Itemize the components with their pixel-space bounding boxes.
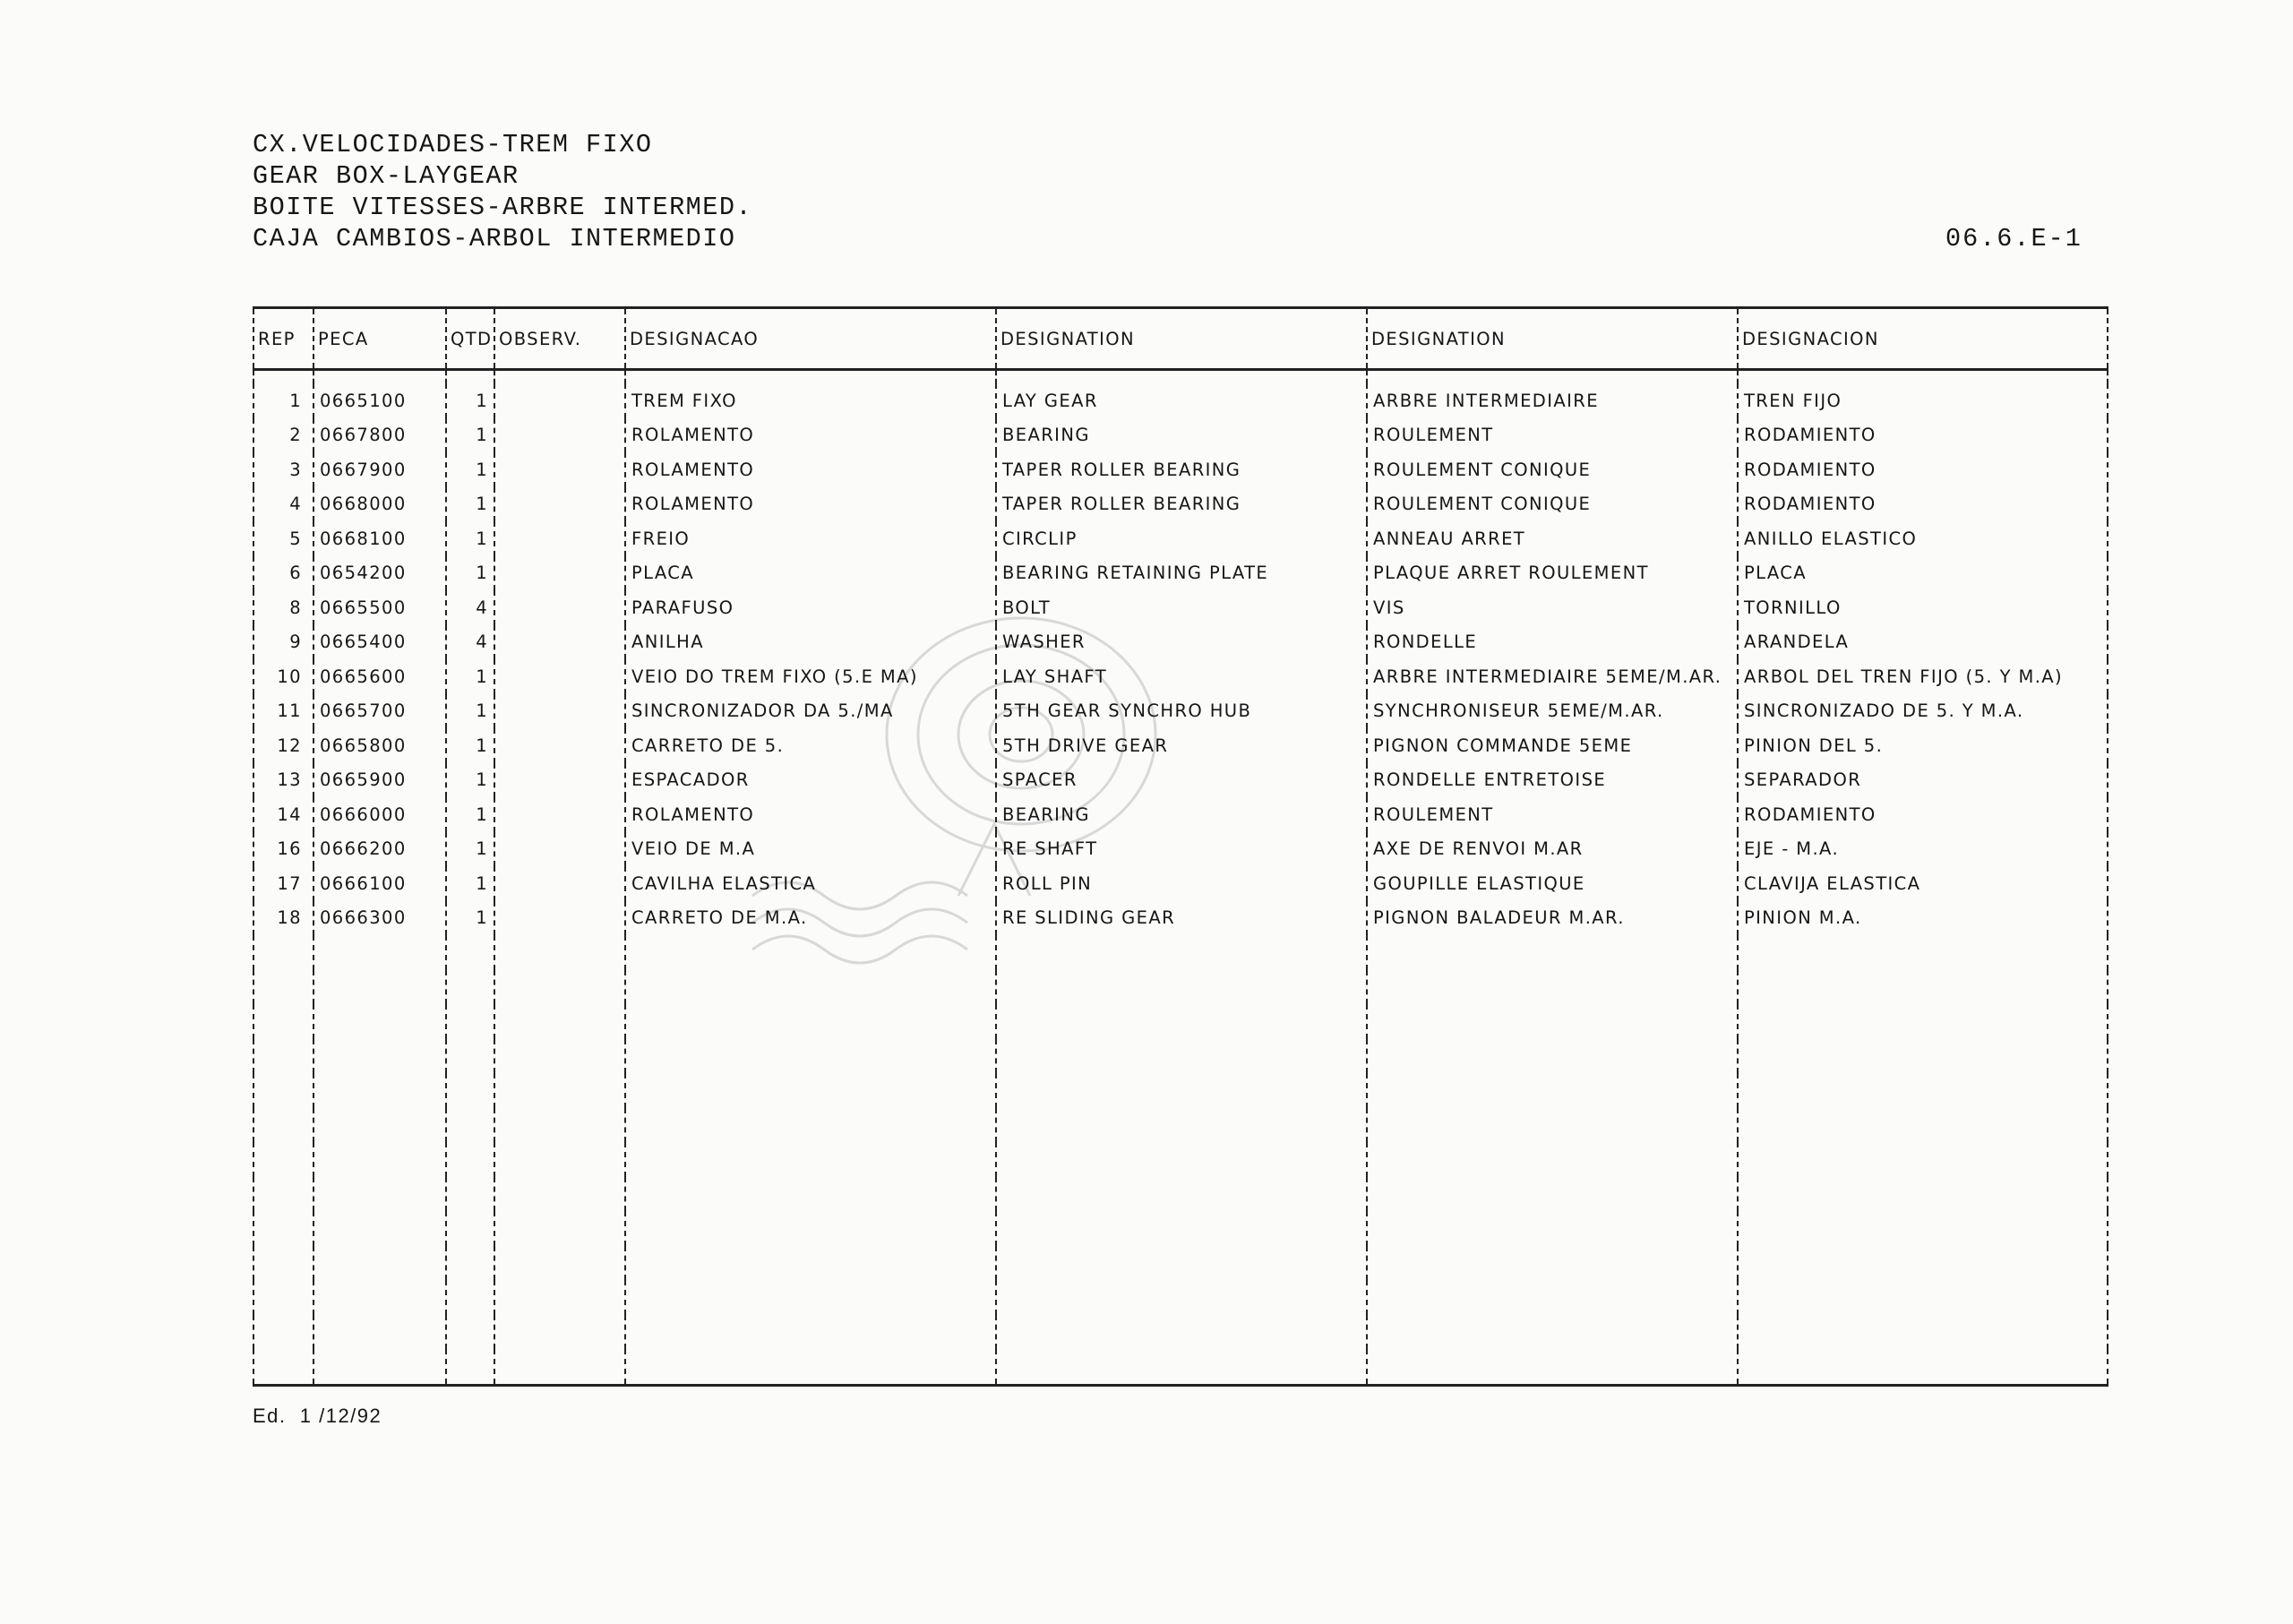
empty-cell bbox=[446, 1349, 494, 1386]
empty-cell bbox=[253, 1039, 313, 1074]
empty-cell bbox=[1738, 1246, 2108, 1281]
parts-table bbox=[253, 306, 2108, 1387]
empty-row bbox=[253, 1073, 2108, 1108]
cell-observ bbox=[494, 625, 625, 660]
empty-cell bbox=[494, 1004, 625, 1039]
empty-cell bbox=[1738, 1108, 2108, 1143]
empty-cell bbox=[313, 1246, 446, 1281]
table-row bbox=[253, 763, 2108, 798]
empty-cell bbox=[253, 1142, 313, 1177]
empty-cell bbox=[625, 1177, 996, 1212]
cell-en: BEARING bbox=[996, 418, 1367, 453]
cell-en: SPACER bbox=[996, 763, 1367, 798]
empty-cell bbox=[313, 935, 446, 970]
empty-cell bbox=[253, 1246, 313, 1281]
cell-qtd: 1 bbox=[446, 832, 494, 867]
empty-cell bbox=[625, 1073, 996, 1108]
header-designacao: DESIGNACAO bbox=[625, 308, 996, 370]
empty-cell bbox=[996, 1315, 1367, 1350]
empty-cell bbox=[1367, 1177, 1738, 1212]
cell-es: ARANDELA bbox=[1738, 625, 2108, 660]
cell-rep: 4 bbox=[253, 487, 313, 522]
title-line-pt: CX.VELOCIDADES-TREM FIXO bbox=[253, 130, 653, 159]
header-rep: REP bbox=[253, 308, 313, 370]
empty-cell bbox=[446, 1177, 494, 1212]
empty-row bbox=[253, 1246, 2108, 1281]
cell-rep: 11 bbox=[253, 694, 313, 729]
empty-cell bbox=[494, 1177, 625, 1212]
empty-cell bbox=[446, 1039, 494, 1074]
cell-observ bbox=[494, 832, 625, 867]
cell-fr: VIS bbox=[1367, 590, 1738, 625]
empty-cell bbox=[494, 1349, 625, 1386]
title-line-es: CAJA CAMBIOS-ARBOL INTERMEDIO bbox=[253, 224, 736, 253]
empty-cell bbox=[494, 1315, 625, 1350]
empty-cell bbox=[625, 1246, 996, 1281]
table-row bbox=[253, 728, 2108, 763]
cell-peca: 0654200 bbox=[313, 556, 446, 591]
cell-es: RODAMIENTO bbox=[1738, 418, 2108, 453]
cell-rep: 14 bbox=[253, 797, 313, 832]
empty-cell bbox=[446, 1211, 494, 1246]
cell-en: TAPER ROLLER BEARING bbox=[996, 487, 1367, 522]
empty-cell bbox=[996, 935, 1367, 970]
empty-cell bbox=[494, 1073, 625, 1108]
cell-observ bbox=[494, 763, 625, 798]
edition-date: Ed. 1 /12/92 bbox=[253, 1405, 382, 1427]
header-observ: OBSERV. bbox=[494, 308, 625, 370]
table-row bbox=[253, 797, 2108, 832]
cell-pt: CARRETO DE 5. bbox=[625, 728, 996, 763]
table-row bbox=[253, 556, 2108, 591]
cell-observ bbox=[494, 521, 625, 556]
cell-rep: 1 bbox=[253, 383, 313, 418]
cell-peca: 0665500 bbox=[313, 590, 446, 625]
empty-row bbox=[253, 1177, 2108, 1212]
cell-es: ARBOL DEL TREN FIJO (5. Y M.A) bbox=[1738, 659, 2108, 694]
empty-cell bbox=[996, 1280, 1367, 1315]
cell-es: RODAMIENTO bbox=[1738, 452, 2108, 487]
cell-en: 5TH DRIVE GEAR bbox=[996, 728, 1367, 763]
table-row bbox=[253, 901, 2108, 936]
cell-peca: 0666100 bbox=[313, 866, 446, 901]
cell-pt: VEIO DO TREM FIXO (5.E MA) bbox=[625, 659, 996, 694]
empty-cell bbox=[494, 1280, 625, 1315]
cell-pt: ROLAMENTO bbox=[625, 452, 996, 487]
empty-cell bbox=[625, 935, 996, 970]
empty-cell bbox=[253, 1177, 313, 1212]
cell-fr: RONDELLE bbox=[1367, 625, 1738, 660]
empty-cell bbox=[996, 1004, 1367, 1039]
cell-es: ANILLO ELASTICO bbox=[1738, 521, 2108, 556]
empty-cell bbox=[625, 1315, 996, 1350]
table-row bbox=[253, 625, 2108, 660]
empty-cell bbox=[446, 970, 494, 1005]
cell-fr: RONDELLE ENTRETOISE bbox=[1367, 763, 1738, 798]
table-row bbox=[253, 383, 2108, 418]
cell-es: PLACA bbox=[1738, 556, 2108, 591]
empty-cell bbox=[313, 1177, 446, 1212]
cell-pt: ROLAMENTO bbox=[625, 797, 996, 832]
cell-rep: 10 bbox=[253, 659, 313, 694]
empty-cell bbox=[996, 1142, 1367, 1177]
empty-cell bbox=[313, 1280, 446, 1315]
cell-en: BEARING bbox=[996, 797, 1367, 832]
empty-cell bbox=[494, 1246, 625, 1281]
empty-cell bbox=[1367, 1280, 1738, 1315]
cell-pt: FREIO bbox=[625, 521, 996, 556]
empty-cell bbox=[253, 970, 313, 1005]
cell-observ bbox=[494, 797, 625, 832]
empty-cell bbox=[625, 970, 996, 1005]
empty-cell bbox=[313, 970, 446, 1005]
cell-qtd: 1 bbox=[446, 487, 494, 522]
cell-observ bbox=[494, 383, 625, 418]
empty-cell bbox=[446, 1280, 494, 1315]
empty-cell bbox=[1738, 1349, 2108, 1386]
cell-observ bbox=[494, 556, 625, 591]
empty-cell bbox=[494, 1142, 625, 1177]
cell-peca: 0665800 bbox=[313, 728, 446, 763]
cell-es: TORNILLO bbox=[1738, 590, 2108, 625]
empty-cell bbox=[1738, 1315, 2108, 1350]
empty-cell bbox=[625, 1349, 996, 1386]
cell-es: EJE - M.A. bbox=[1738, 832, 2108, 867]
cell-observ bbox=[494, 866, 625, 901]
cell-en: ROLL PIN bbox=[996, 866, 1367, 901]
empty-cell bbox=[494, 1211, 625, 1246]
cell-observ bbox=[494, 590, 625, 625]
cell-es: SINCRONIZADO DE 5. Y M.A. bbox=[1738, 694, 2108, 729]
cell-en: WASHER bbox=[996, 625, 1367, 660]
cell-en: TAPER ROLLER BEARING bbox=[996, 452, 1367, 487]
empty-cell bbox=[996, 1073, 1367, 1108]
empty-row bbox=[253, 1142, 2108, 1177]
document-title bbox=[253, 129, 752, 254]
empty-cell bbox=[1367, 1108, 1738, 1143]
cell-fr: ANNEAU ARRET bbox=[1367, 521, 1738, 556]
cell-qtd: 1 bbox=[446, 452, 494, 487]
empty-cell bbox=[446, 1246, 494, 1281]
parts-table-body bbox=[253, 383, 2108, 1386]
empty-cell bbox=[996, 1349, 1367, 1386]
cell-peca: 0666000 bbox=[313, 797, 446, 832]
cell-en: RE SLIDING GEAR bbox=[996, 901, 1367, 936]
cell-peca: 0665600 bbox=[313, 659, 446, 694]
cell-rep: 16 bbox=[253, 832, 313, 867]
cell-pt: SINCRONIZADOR DA 5./MA bbox=[625, 694, 996, 729]
cell-en: LAY SHAFT bbox=[996, 659, 1367, 694]
cell-rep: 3 bbox=[253, 452, 313, 487]
cell-pt: ESPACADOR bbox=[625, 763, 996, 798]
cell-en: CIRCLIP bbox=[996, 521, 1367, 556]
cell-fr: PLAQUE ARRET ROULEMENT bbox=[1367, 556, 1738, 591]
empty-cell bbox=[1738, 1142, 2108, 1177]
empty-cell bbox=[446, 1315, 494, 1350]
empty-cell bbox=[446, 1004, 494, 1039]
empty-cell bbox=[1738, 1211, 2108, 1246]
cell-en: RE SHAFT bbox=[996, 832, 1367, 867]
cell-rep: 18 bbox=[253, 901, 313, 936]
empty-cell bbox=[1738, 935, 2108, 970]
table-row bbox=[253, 832, 2108, 867]
header-designation-en: DESIGNATION bbox=[996, 308, 1367, 370]
empty-cell bbox=[253, 1349, 313, 1386]
empty-cell bbox=[996, 970, 1367, 1005]
cell-pt: PARAFUSO bbox=[625, 590, 996, 625]
cell-rep: 6 bbox=[253, 556, 313, 591]
cell-fr: ARBRE INTERMEDIAIRE bbox=[1367, 383, 1738, 418]
empty-cell bbox=[625, 1004, 996, 1039]
cell-pt: CARRETO DE M.A. bbox=[625, 901, 996, 936]
cell-es: RODAMIENTO bbox=[1738, 487, 2108, 522]
empty-cell bbox=[253, 1315, 313, 1350]
table-header-row bbox=[253, 308, 2108, 370]
cell-pt: TREM FIXO bbox=[625, 383, 996, 418]
cell-observ bbox=[494, 452, 625, 487]
cell-en: LAY GEAR bbox=[996, 383, 1367, 418]
empty-cell bbox=[1367, 1142, 1738, 1177]
cell-fr: ROULEMENT bbox=[1367, 797, 1738, 832]
cell-pt: ROLAMENTO bbox=[625, 487, 996, 522]
empty-cell bbox=[625, 1211, 996, 1246]
empty-cell bbox=[1367, 970, 1738, 1005]
cell-es: PINION M.A. bbox=[1738, 901, 2108, 936]
cell-es: SEPARADOR bbox=[1738, 763, 2108, 798]
empty-cell bbox=[625, 1280, 996, 1315]
cell-qtd: 1 bbox=[446, 763, 494, 798]
empty-cell bbox=[446, 1073, 494, 1108]
cell-observ bbox=[494, 418, 625, 453]
empty-cell bbox=[494, 1108, 625, 1143]
empty-cell bbox=[494, 970, 625, 1005]
empty-cell bbox=[1367, 935, 1738, 970]
cell-qtd: 1 bbox=[446, 797, 494, 832]
cell-qtd: 1 bbox=[446, 694, 494, 729]
empty-cell bbox=[625, 1142, 996, 1177]
cell-fr: GOUPILLE ELASTIQUE bbox=[1367, 866, 1738, 901]
cell-peca: 0665700 bbox=[313, 694, 446, 729]
cell-peca: 0665400 bbox=[313, 625, 446, 660]
empty-cell bbox=[1367, 1211, 1738, 1246]
empty-cell bbox=[253, 1211, 313, 1246]
empty-cell bbox=[253, 1073, 313, 1108]
empty-row bbox=[253, 1108, 2108, 1143]
cell-en: BEARING RETAINING PLATE bbox=[996, 556, 1367, 591]
header-designacion: DESIGNACION bbox=[1738, 308, 2108, 370]
empty-cell bbox=[313, 1073, 446, 1108]
cell-qtd: 1 bbox=[446, 901, 494, 936]
empty-cell bbox=[313, 1211, 446, 1246]
empty-cell bbox=[253, 1004, 313, 1039]
empty-cell bbox=[1738, 1177, 2108, 1212]
cell-qtd: 1 bbox=[446, 418, 494, 453]
cell-peca: 0668000 bbox=[313, 487, 446, 522]
cell-fr: ARBRE INTERMEDIAIRE 5EME/M.AR. bbox=[1367, 659, 1738, 694]
empty-row bbox=[253, 1349, 2108, 1386]
cell-rep: 8 bbox=[253, 590, 313, 625]
cell-fr: PIGNON BALADEUR M.AR. bbox=[1367, 901, 1738, 936]
cell-peca: 0667900 bbox=[313, 452, 446, 487]
cell-es: CLAVIJA ELASTICA bbox=[1738, 866, 2108, 901]
cell-qtd: 1 bbox=[446, 728, 494, 763]
cell-rep: 2 bbox=[253, 418, 313, 453]
empty-cell bbox=[446, 1142, 494, 1177]
table-row bbox=[253, 590, 2108, 625]
empty-cell bbox=[313, 1315, 446, 1350]
cell-qtd: 1 bbox=[446, 521, 494, 556]
cell-rep: 12 bbox=[253, 728, 313, 763]
cell-fr: ROULEMENT CONIQUE bbox=[1367, 452, 1738, 487]
empty-cell bbox=[1367, 1004, 1738, 1039]
empty-cell bbox=[996, 1177, 1367, 1212]
cell-fr: SYNCHRONISEUR 5EME/M.AR. bbox=[1367, 694, 1738, 729]
empty-cell bbox=[996, 1211, 1367, 1246]
cell-qtd: 1 bbox=[446, 866, 494, 901]
cell-fr: ROULEMENT CONIQUE bbox=[1367, 487, 1738, 522]
header-designation-fr: DESIGNATION bbox=[1367, 308, 1738, 370]
table-row bbox=[253, 418, 2108, 453]
cell-observ bbox=[494, 901, 625, 936]
empty-cell bbox=[996, 1246, 1367, 1281]
empty-cell bbox=[1367, 1349, 1738, 1386]
empty-cell bbox=[996, 1108, 1367, 1143]
cell-pt: VEIO DE M.A bbox=[625, 832, 996, 867]
empty-cell bbox=[1367, 1315, 1738, 1350]
cell-rep: 5 bbox=[253, 521, 313, 556]
title-line-en: GEAR BOX-LAYGEAR bbox=[253, 161, 520, 191]
empty-cell bbox=[253, 935, 313, 970]
header-peca: PECA bbox=[313, 308, 446, 370]
empty-row bbox=[253, 1039, 2108, 1074]
empty-cell bbox=[1367, 1073, 1738, 1108]
cell-peca: 0666300 bbox=[313, 901, 446, 936]
cell-qtd: 1 bbox=[446, 383, 494, 418]
cell-es: PINION DEL 5. bbox=[1738, 728, 2108, 763]
cell-rep: 9 bbox=[253, 625, 313, 660]
empty-cell bbox=[446, 1108, 494, 1143]
cell-pt: ROLAMENTO bbox=[625, 418, 996, 453]
title-line-fr: BOITE VITESSES-ARBRE INTERMED. bbox=[253, 193, 753, 222]
cell-rep: 17 bbox=[253, 866, 313, 901]
empty-cell bbox=[1738, 970, 2108, 1005]
cell-observ bbox=[494, 728, 625, 763]
table-row bbox=[253, 694, 2108, 729]
cell-rep: 13 bbox=[253, 763, 313, 798]
table-row bbox=[253, 521, 2108, 556]
empty-cell bbox=[446, 935, 494, 970]
empty-row bbox=[253, 1315, 2108, 1350]
cell-peca: 0665900 bbox=[313, 763, 446, 798]
cell-en: BOLT bbox=[996, 590, 1367, 625]
cell-qtd: 1 bbox=[446, 556, 494, 591]
cell-qtd: 4 bbox=[446, 625, 494, 660]
cell-pt: ANILHA bbox=[625, 625, 996, 660]
cell-pt: CAVILHA ELASTICA bbox=[625, 866, 996, 901]
empty-cell bbox=[253, 1108, 313, 1143]
table-row bbox=[253, 659, 2108, 694]
cell-en: 5TH GEAR SYNCHRO HUB bbox=[996, 694, 1367, 729]
empty-cell bbox=[1738, 1280, 2108, 1315]
cell-observ bbox=[494, 487, 625, 522]
empty-cell bbox=[253, 1280, 313, 1315]
table-row bbox=[253, 452, 2108, 487]
empty-cell bbox=[1367, 1246, 1738, 1281]
empty-cell bbox=[313, 1349, 446, 1386]
cell-observ bbox=[494, 659, 625, 694]
empty-row bbox=[253, 1280, 2108, 1315]
cell-qtd: 1 bbox=[446, 659, 494, 694]
empty-cell bbox=[313, 1039, 446, 1074]
empty-cell bbox=[1738, 1073, 2108, 1108]
cell-fr: PIGNON COMMANDE 5EME bbox=[1367, 728, 1738, 763]
cell-fr: AXE DE RENVOI M.AR bbox=[1367, 832, 1738, 867]
cell-fr: ROULEMENT bbox=[1367, 418, 1738, 453]
cell-es: TREN FIJO bbox=[1738, 383, 2108, 418]
page-code: 06.6.E-1 bbox=[1945, 224, 2083, 253]
empty-cell bbox=[1738, 1039, 2108, 1074]
empty-cell bbox=[313, 1004, 446, 1039]
empty-row bbox=[253, 1004, 2108, 1039]
header-qtd: QTD bbox=[446, 308, 494, 370]
empty-cell bbox=[313, 1142, 446, 1177]
table-row bbox=[253, 866, 2108, 901]
cell-pt: PLACA bbox=[625, 556, 996, 591]
empty-cell bbox=[1367, 1039, 1738, 1074]
empty-row bbox=[253, 935, 2108, 970]
empty-cell bbox=[1738, 1004, 2108, 1039]
cell-qtd: 4 bbox=[446, 590, 494, 625]
table-row bbox=[253, 487, 2108, 522]
cell-observ bbox=[494, 694, 625, 729]
cell-peca: 0667800 bbox=[313, 418, 446, 453]
empty-cell bbox=[625, 1108, 996, 1143]
empty-row bbox=[253, 970, 2108, 1005]
cell-peca: 0666200 bbox=[313, 832, 446, 867]
empty-cell bbox=[625, 1039, 996, 1074]
empty-cell bbox=[494, 1039, 625, 1074]
empty-row bbox=[253, 1211, 2108, 1246]
cell-peca: 0665100 bbox=[313, 383, 446, 418]
empty-cell bbox=[996, 1039, 1367, 1074]
cell-es: RODAMIENTO bbox=[1738, 797, 2108, 832]
empty-cell bbox=[494, 935, 625, 970]
empty-cell bbox=[313, 1108, 446, 1143]
cell-peca: 0668100 bbox=[313, 521, 446, 556]
